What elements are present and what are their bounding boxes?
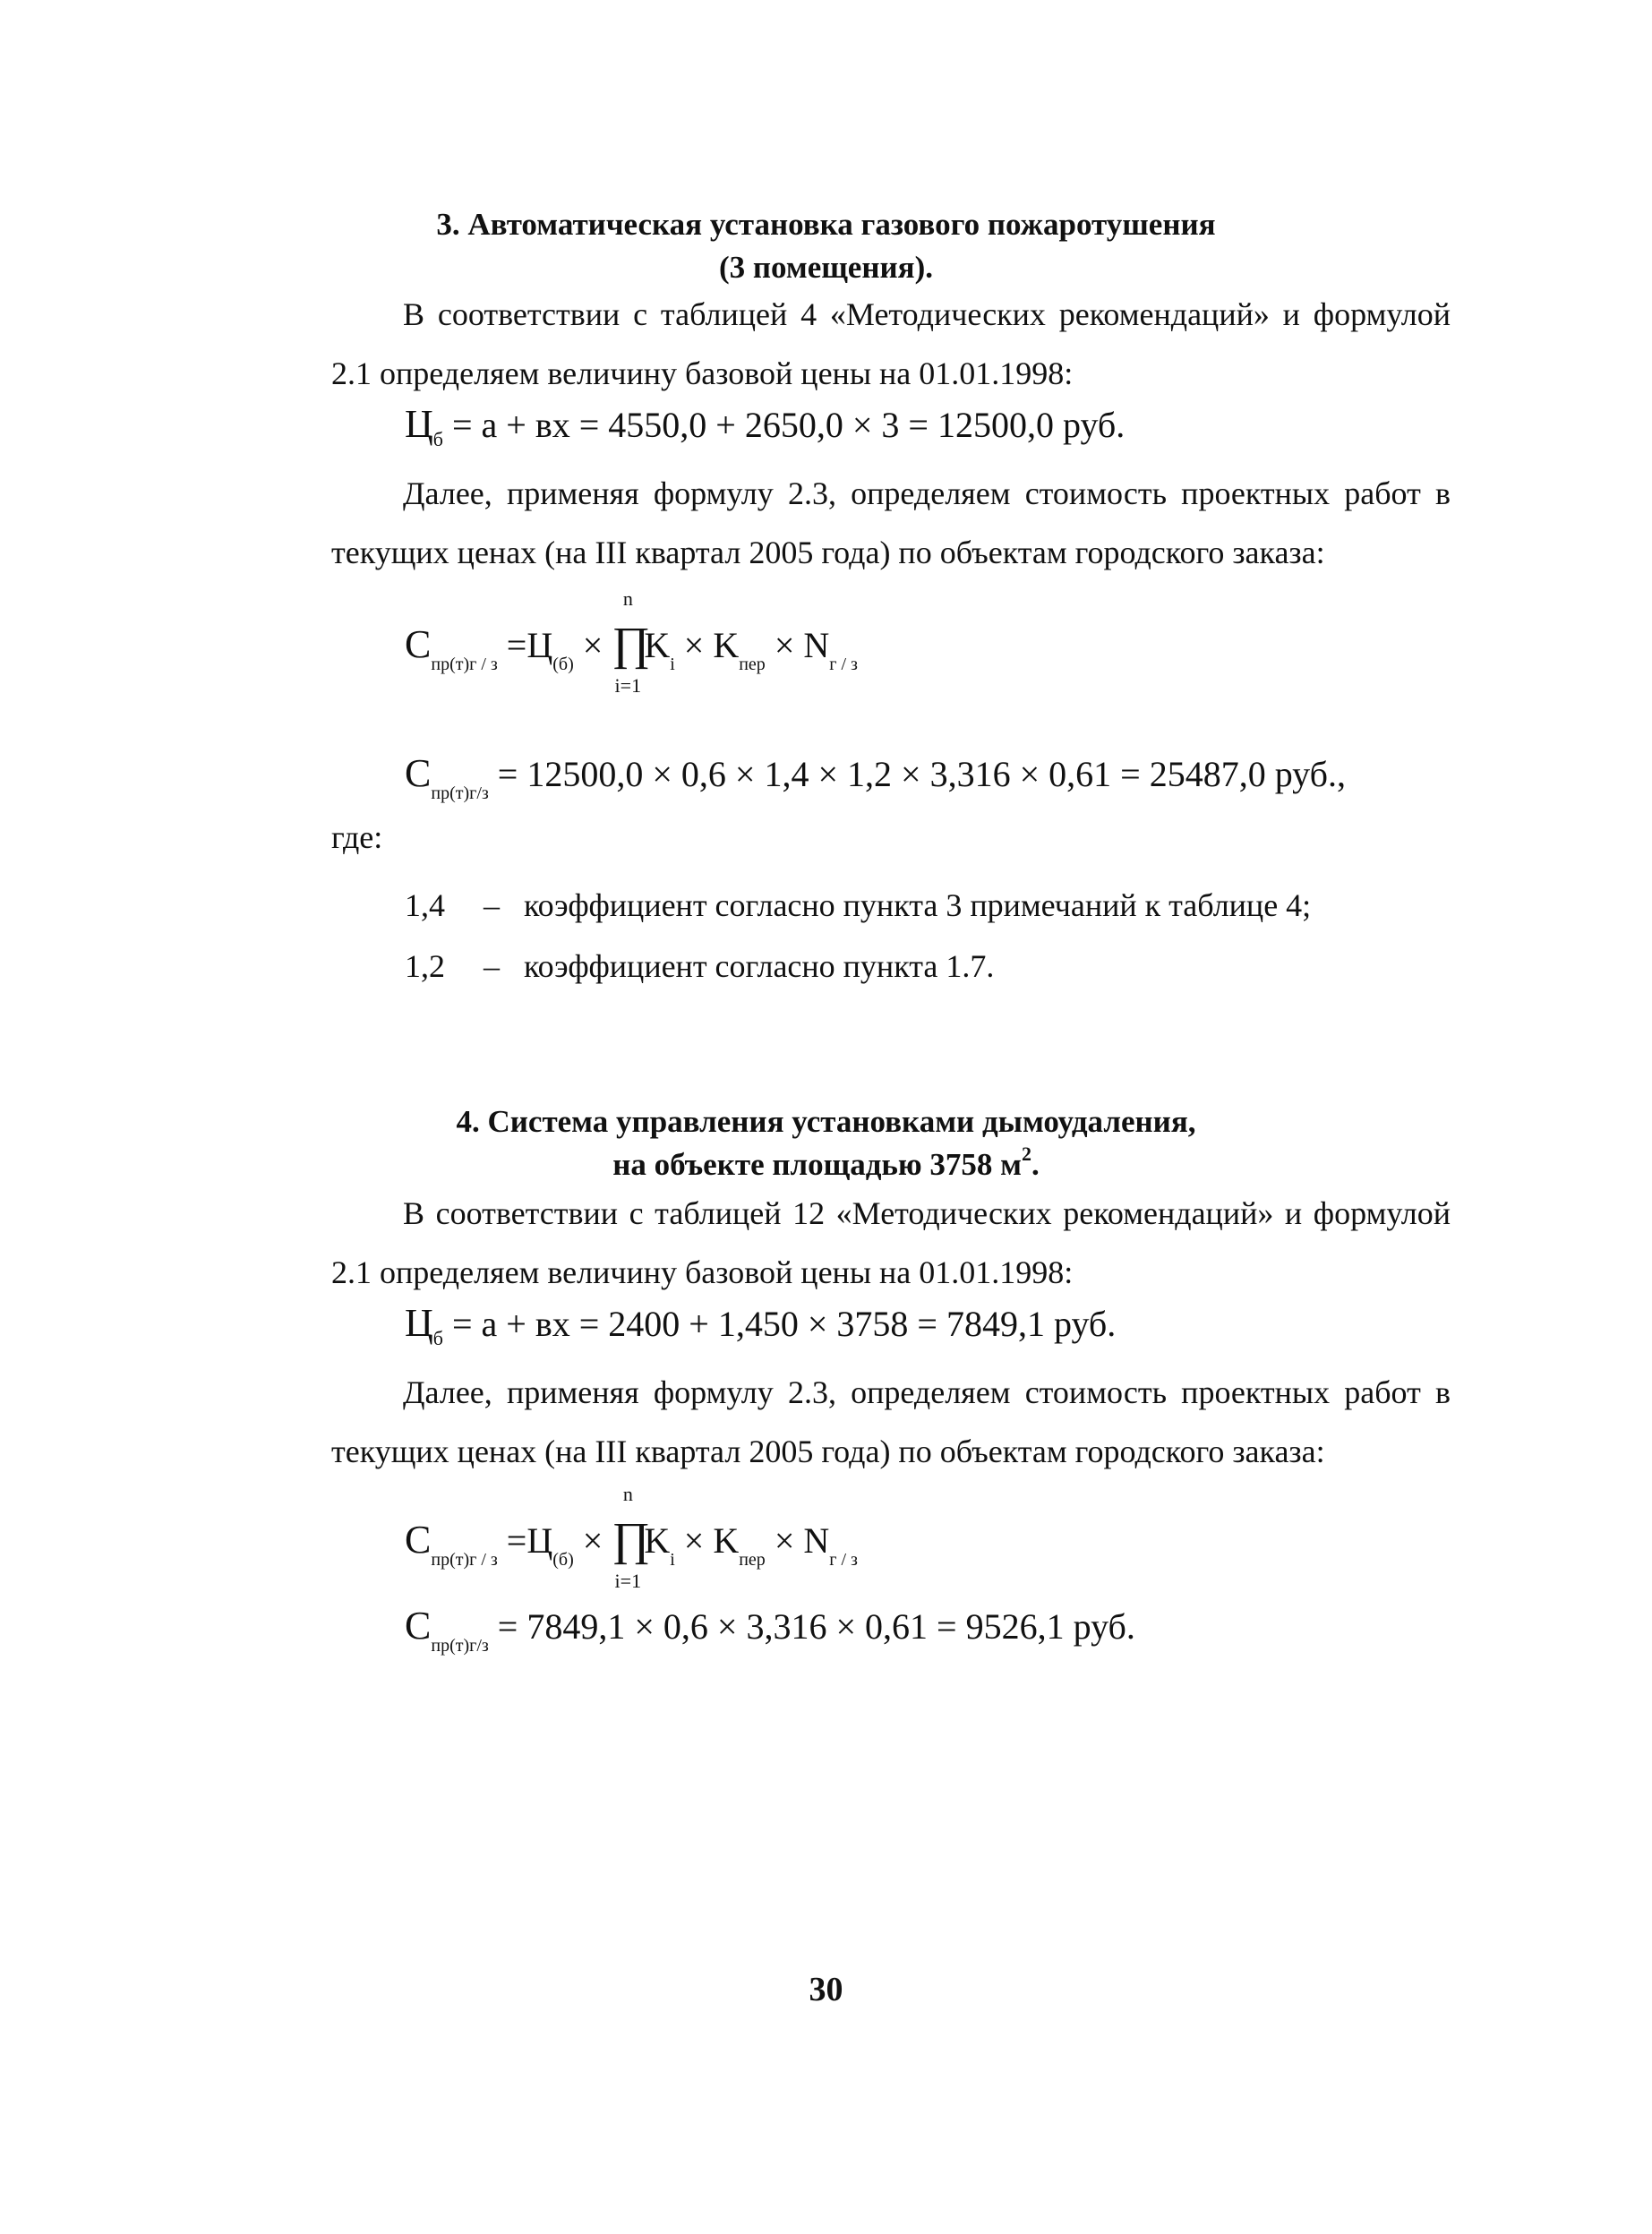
base-price-expression: = а + вх = 4550,0 + 2650,0 × 3 = 12500,0 руб. bbox=[442, 405, 1126, 445]
note-coefficient: 1,4 bbox=[405, 887, 445, 923]
section-3-paragraph-2-text: Далее, применяя формулу 2.3, определяем стоимость проектных работ в текущих ценах (на III квартал 2005 года) по объектам городского заказа: bbox=[331, 475, 1451, 570]
cost-subscript: пр(т)г/з bbox=[431, 783, 489, 803]
note-text: коэффициент согласно пункта 1.7. bbox=[524, 948, 995, 984]
base-price-subscript: б bbox=[432, 428, 443, 450]
note-coefficient: 1,2 bbox=[405, 948, 445, 984]
section-3-paragraph-1 bbox=[331, 285, 1451, 403]
coefficient-n: × N bbox=[765, 1520, 830, 1561]
base-price-symbol: Ц bbox=[405, 402, 433, 446]
section-4-calculation bbox=[405, 1603, 1135, 1656]
base-price-subscript: (б) bbox=[552, 1550, 574, 1570]
base-price-subscript: (б) bbox=[552, 655, 574, 674]
cost-symbol: С bbox=[405, 1604, 432, 1648]
section-4-heading-text: на объекте площадью 3758 м bbox=[612, 1147, 1023, 1182]
heading-period: . bbox=[1031, 1147, 1040, 1182]
cost-symbol: С bbox=[405, 1518, 432, 1562]
coefficient-kper: × K bbox=[674, 1520, 740, 1561]
section-3-base-price-formula bbox=[405, 401, 1126, 450]
cost-symbol: С bbox=[405, 751, 432, 795]
section-3-heading-line-1: 3. Автоматическая установка газового пожаротушения bbox=[436, 207, 1216, 242]
base-price-expression: = а + вх = 2400 + 1,450 × 3758 = 7849,1 руб. bbox=[442, 1304, 1117, 1344]
section-3-heading-line-2: (3 помещения). bbox=[718, 250, 934, 285]
base-price-subscript: б bbox=[432, 1327, 443, 1349]
product-operator bbox=[612, 1483, 651, 1592]
coefficient-k: K bbox=[644, 625, 671, 665]
coefficient-n-subscript: г / з bbox=[829, 1550, 858, 1570]
product-upper-limit: n bbox=[622, 1483, 633, 1505]
section-4-paragraph-2 bbox=[331, 1363, 1451, 1481]
section-3-paragraph-1-text: В соответствии с таблицей 4 «Методических рекомендаций» и формулой 2.1 определяем величину базовой цены на 01.01.1998: bbox=[331, 296, 1451, 391]
section-3-general-formula bbox=[405, 587, 858, 697]
product-upper-limit: n bbox=[622, 587, 633, 610]
where-label: где: bbox=[331, 819, 383, 855]
calculation-expression: = 7849,1 × 0,6 × 3,316 × 0,61 = 9526,1 руб. bbox=[488, 1606, 1135, 1647]
base-price-symbol: Ц bbox=[405, 1301, 433, 1345]
multiply-sign: × bbox=[573, 1520, 612, 1561]
cost-subscript: пр(т)г / з bbox=[431, 1550, 498, 1570]
page-number: 30 bbox=[809, 1971, 843, 2008]
section-4-heading-line-2 bbox=[0, 1144, 1652, 1189]
coefficient-n-subscript: г / з bbox=[829, 655, 858, 674]
note-item bbox=[405, 946, 994, 987]
product-lower-limit: i=1 bbox=[614, 674, 642, 697]
coefficient-k-subscript: i bbox=[670, 1550, 675, 1570]
note-text: коэффициент согласно пункта 3 примечаний к таблице 4; bbox=[524, 887, 1312, 923]
coefficient-k-subscript: i bbox=[670, 655, 675, 674]
coefficient-k: K bbox=[644, 1520, 671, 1561]
multiply-sign: × bbox=[573, 625, 612, 665]
equals-base-price: =Ц bbox=[497, 625, 553, 665]
section-4-heading-line-1: 4. Система управления установками дымоудаления, bbox=[456, 1104, 1196, 1139]
coefficient-kper: × K bbox=[674, 625, 740, 665]
section-4-paragraph-1-text: В соответствии с таблицей 12 «Методических рекомендаций» и формулой 2.1 определяем величину базовой цены на 01.01.1998: bbox=[331, 1195, 1451, 1290]
section-3-paragraph-2 bbox=[331, 464, 1451, 582]
product-symbol: ∏ bbox=[612, 619, 651, 670]
coefficient-kper-subscript: пер bbox=[739, 1550, 766, 1570]
product-operator bbox=[612, 587, 651, 697]
coefficient-n: × N bbox=[765, 625, 830, 665]
calculation-expression: = 12500,0 × 0,6 × 1,4 × 1,2 × 3,316 × 0,61 = 25487,0 руб., bbox=[488, 754, 1347, 794]
square-superscript: 2 bbox=[1022, 1143, 1032, 1165]
section-4-paragraph-2-text: Далее, применяя формулу 2.3, определяем стоимость проектных работ в текущих ценах (на III квартал 2005 года) по объектам городского заказа: bbox=[331, 1374, 1451, 1469]
section-4-base-price-formula bbox=[405, 1300, 1117, 1349]
section-4-paragraph-1 bbox=[331, 1184, 1451, 1302]
note-dash: – bbox=[484, 948, 500, 984]
cost-subscript: пр(т)г/з bbox=[431, 1636, 489, 1656]
note-dash: – bbox=[484, 887, 500, 923]
product-lower-limit: i=1 bbox=[614, 1570, 642, 1592]
note-item bbox=[405, 885, 1311, 926]
section-4-general-formula bbox=[405, 1483, 858, 1592]
cost-subscript: пр(т)г / з bbox=[431, 655, 498, 674]
section-3-calculation bbox=[405, 750, 1347, 803]
product-symbol: ∏ bbox=[612, 1514, 651, 1565]
cost-symbol: С bbox=[405, 622, 432, 666]
equals-base-price: =Ц bbox=[497, 1520, 553, 1561]
coefficient-kper-subscript: пер bbox=[739, 655, 766, 674]
